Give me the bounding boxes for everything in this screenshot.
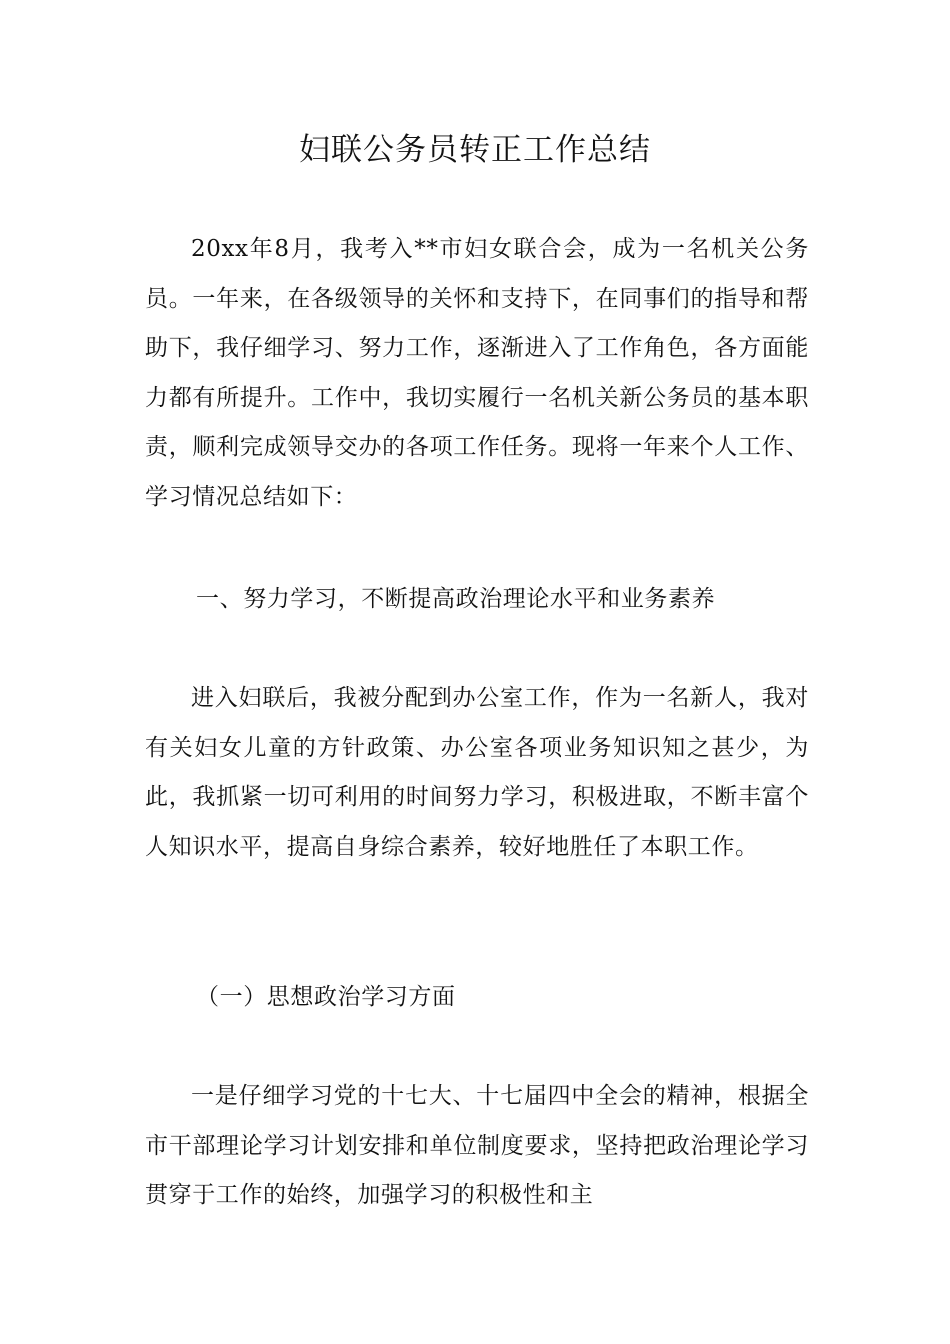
section-heading-1: 一、努力学习，不断提高政治理论水平和业务素养 xyxy=(196,586,716,612)
document-title: 妇联公务员转正工作总结 xyxy=(299,132,651,168)
paragraph-section-1: 进入妇联后，我被分配到办公室工作，作为一名新人，我对有关妇女儿童的方针政策、办公室各项业务知识知之甚少，为此，我抓紧一切可利用的时间努力学习，积极进取，不断丰富个人知识水平，提高自身综合素养，较好地胜任了本职工作。 xyxy=(145,685,809,860)
subsection-heading-1: （一）思想政治学习方面 xyxy=(196,984,456,1010)
paragraph-intro: 20xx年8月，我考入**市妇女联合会，成为一名机关公务员。一年来，在各级领导的关怀和支持下，在同事们的指导和帮助下，我仔细学习、努力工作，逐渐进入了工作角色，各方面能力都有所提升。工作中，我切实履行一名机关新公务员的基本职责，顺利完成领导交办的各项工作任务。现将一年来个人工作、学习情况总结如下： xyxy=(145,236,809,510)
paragraph-subsection-1: 一是仔细学习党的十七大、十七届四中全会的精神，根据全市干部理论学习计划安排和单位制度要求，坚持把政治理论学习贯穿于工作的始终，加强学习的积极性和主 xyxy=(145,1083,809,1208)
